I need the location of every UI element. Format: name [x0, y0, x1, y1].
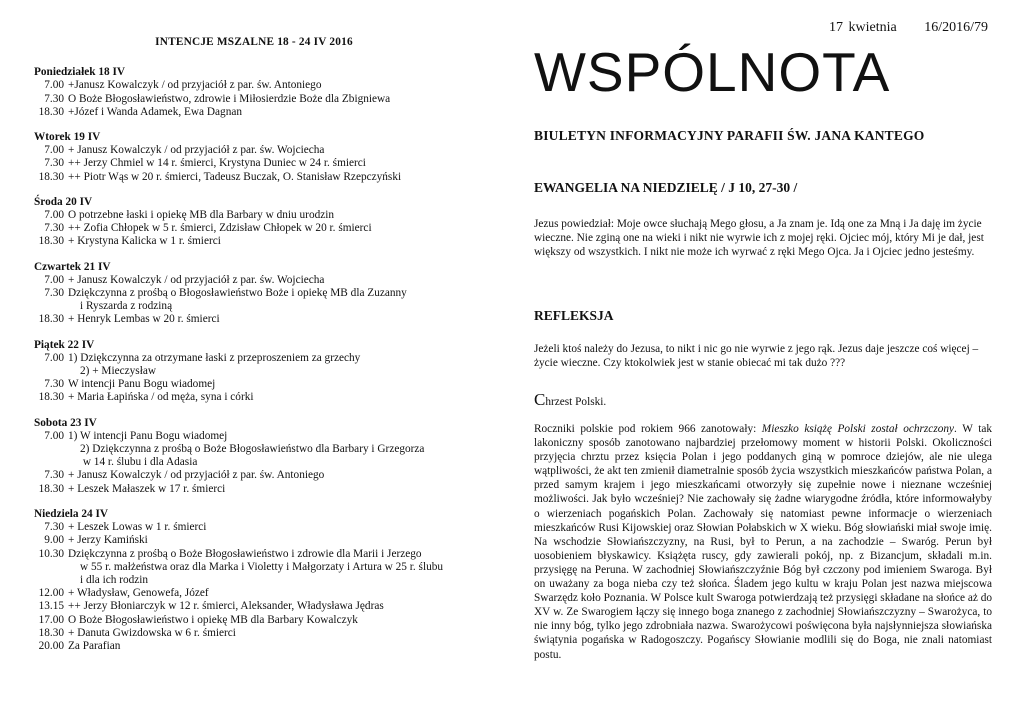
intention-text: ++ Jerzy Błoniarczyk w 12 r. śmierci, Aleksander, Władysława Jędras	[68, 600, 384, 613]
intention-row	[34, 313, 474, 326]
intention-time: 7.00	[44, 351, 64, 364]
intention-time: 7.30	[44, 92, 64, 105]
intention-row	[34, 600, 474, 613]
intention-text: +Janusz Kowalczyk / od przyjaciół z par. św. Antoniego	[68, 79, 322, 92]
intention-text: Dziękczynna z prośbą o Boże Błogosławieństwo i zdrowie dla Marii i Jerzego	[68, 547, 422, 560]
intention-time: 17.00	[38, 613, 64, 626]
intention-time: 20.00	[38, 639, 64, 652]
intention-text: O Boże Błogosławieństwo i opiekę MB dla Barbary Kowalczyk	[68, 613, 358, 626]
intention-row	[34, 274, 474, 287]
intention-text: + Leszek Lowas w 1 r. śmierci	[68, 521, 207, 534]
intention-time: 18.30	[38, 482, 64, 495]
intention-row	[34, 209, 474, 222]
article-body	[534, 422, 992, 662]
intention-row	[34, 287, 474, 300]
day-header: Sobota 23 IV	[34, 416, 97, 429]
intention-row	[34, 365, 474, 378]
day-header: Wtorek 19 IV	[34, 131, 101, 144]
intention-text: ++ Piotr Wąs w 20 r. śmierci, Tadeusz Buczak, O. Stanisław Rzepczyński	[68, 170, 402, 183]
article-title-initial: C	[534, 390, 546, 409]
issue-date: 17 kwietnia	[829, 20, 897, 35]
intention-row	[34, 469, 474, 482]
intention-text: + Janusz Kowalczyk / od przyjaciół z par. św. Wojciecha	[68, 273, 325, 286]
intention-time: 7.00	[44, 273, 64, 286]
masthead-title: WSPÓLNOTA	[534, 41, 891, 103]
intention-time: 7.00	[44, 144, 64, 157]
intention-text: + Danuta Gwizdowska w 6 r. śmierci	[68, 626, 236, 639]
intention-row	[34, 93, 474, 106]
article-title-rest: hrzest Polski.	[545, 396, 607, 408]
intention-text: O Boże Błogosławieństwo, zdrowie i Miłosierdzie Boże dla Zbigniewa	[68, 92, 391, 105]
intention-text: O potrzebne łaski i opiekę MB dla Barbary w dniu urodzin	[68, 209, 335, 222]
day-block	[34, 66, 474, 119]
intention-row	[34, 300, 474, 313]
intention-row	[34, 534, 474, 547]
intention-row	[34, 106, 474, 119]
intention-row	[34, 430, 474, 443]
intention-row	[34, 157, 474, 170]
day-block	[34, 196, 474, 249]
intention-text: + Janusz Kowalczyk / od przyjaciół z par. św. Antoniego	[68, 469, 325, 482]
intention-time: 18.30	[38, 235, 64, 248]
day-block	[34, 131, 474, 184]
intention-text: 2) + Mieczysław	[80, 365, 157, 378]
intention-row	[34, 483, 474, 496]
bulletin-subtitle: BIULETYN INFORMACYJNY PARAFII ŚW. JANA KANTEGO	[534, 128, 925, 143]
intention-row	[34, 171, 474, 184]
intention-time: 18.30	[38, 170, 64, 183]
intention-text: + Krystyna Kalicka w 1 r. śmierci	[68, 235, 221, 248]
intention-row	[34, 79, 474, 92]
intention-time: 7.00	[44, 79, 64, 92]
intention-time: 18.30	[38, 391, 64, 404]
intention-time: 12.00	[38, 587, 64, 600]
intention-text: + Maria Łapińska / od męża, syna i córki	[68, 391, 254, 404]
intention-text: 1) Dziękczynna za otrzymane łaski z przeproszeniem za grzechy	[68, 351, 361, 364]
article-body-text: . W tak lakoniczny sposób zanotowano najbardziej przełomowy moment w historii Polski. Okoliczności przyjęcia chrztu przez księcia Polan i jego poddanych giną w pomroce dziejów, ale nie ulega wątpliwości, że akt ten zmienił diametralnie sposób życia wszystkich mieszkańców państwa Polan, a przed samym krajem i jego mieszkańcami otworzyły się zupełnie nowe i nieznane wcześniej możliwości. Jak było wcześniej? Nie zachowały się żadne wiarygodne źródła, które informowałyby o wierzeniach pogańskich Polan. Zachowały się natomiast pewne informacje o wierzeniach mieszkańców Rusi Kijowskiej oraz Słowian Połabskich w X wieku. Bóg słowiański miał swoje imię. Na wschodzie Słowiańszczyzny, na Rusi, był to Perun, a na zachodzie – Swaróg. Perun był uosobieniem błyskawicy. Książęta ruscy, gdy zawierali pokój, np. z Bizancjum, składali m.in. przysięgę na Peruna. W zachodniej Słowiańszczyźnie Bóg był czczony pod imieniem Swaroga. Był on uważany za boga nieba czy też słońca. Śladem jego kultu w kraju Polan jest nazwa miejscowa Swarzędz koło Poznania. W Polsce kult Swaroga potwierdzają też przysięgi składane na słońce aż do XV w. Ze Swarogiem łączy się innego boga znanego z zachodniej Słowiańszczyzny – Swarożyca, to nie inny bóg, tylko jego zdrobniała nazwa. Swarożycowi poświęcona była najsłynniejsza słowiańska świątynia pogańska w Radogoszczy. Pogańscy Słowianie modlili się do Boga, nie znali natomiast postu.	[534, 423, 992, 661]
intention-text: Za Parafian	[68, 639, 121, 652]
intention-text: w 55 r. małżeństwa oraz dla Marka i Violetty i Małgorzaty i Artura w 25 r. ślubu	[80, 560, 444, 573]
intention-text: Dziękczynna z prośbą o Błogosławieństwo Boże i opiekę MB dla Zuzanny	[68, 287, 407, 300]
intention-time: 18.30	[38, 313, 64, 326]
intention-text: W intencji Panu Bogu wiadomej	[68, 378, 216, 391]
day-block	[34, 417, 474, 496]
intention-time: 7.30	[44, 157, 64, 170]
intention-time: 18.30	[38, 105, 64, 118]
intention-row	[34, 443, 474, 456]
intention-time: 7.00	[44, 429, 64, 442]
day-header: Czwartek 21 IV	[34, 260, 111, 273]
intention-text: + Janusz Kowalczyk / od przyjaciół z par. św. Wojciecha	[68, 144, 325, 157]
intention-row	[34, 352, 474, 365]
intention-time: 7.30	[44, 287, 64, 300]
intention-text: w 14 r. ślubu i dla Adasia	[80, 456, 198, 469]
intention-row	[34, 627, 474, 640]
intention-row	[34, 561, 474, 574]
intention-time: 9.00	[44, 534, 64, 547]
intention-text: +Józef i Wanda Adamek, Ewa Dagnan	[68, 105, 243, 118]
issue-meta	[829, 20, 988, 36]
day-header: Środa 20 IV	[34, 195, 93, 208]
intention-row	[34, 521, 474, 534]
article-quote: Mieszko książę Polski został ochrzczony	[761, 423, 955, 435]
day-header: Niedziela 24 IV	[34, 507, 109, 520]
intention-text: i Ryszarda z rodziną	[80, 300, 173, 313]
intention-row	[34, 222, 474, 235]
reflection-text: Jeżeli ktoś należy do Jezusa, to nikt i nic go nie wyrwie z jego rąk. Jezus daje jeszcze coś więcej – życie wieczne. Czy ktokolwiek jest w stanie obiecać mi tak dużo ???	[534, 343, 979, 369]
gospel-text: Jezus powiedział: Moje owce słuchają Mego głosu, a Ja znam je. Idą one za Mną i Ja daję im życie wieczne. Nie zginą one na wieki i nikt nie wyrwie ich z mojej ręki. Ojciec mój, który Mi je dał, jest większy od wszystkich. I nikt nie może ich wyrwać z ręki Mego Ojca. Ja i Ojciec jedno jesteśmy.	[534, 218, 984, 258]
intention-text: ++ Zofia Chłopek w 5 r. śmierci, Zdzisław Chłopek w 20 r. śmierci	[68, 222, 372, 235]
day-block	[34, 508, 474, 653]
issue-number: 16/2016/79	[924, 20, 988, 35]
intention-text: + Leszek Małaszek w 17 r. śmierci	[68, 482, 226, 495]
intention-text: + Henryk Lembas w 20 r. śmierci	[68, 313, 220, 326]
intention-row	[34, 587, 474, 600]
intention-time: 7.30	[44, 378, 64, 391]
intention-time: 7.00	[44, 209, 64, 222]
intention-time: 7.30	[44, 469, 64, 482]
gospel-heading: EWANGELIA NA NIEDZIELĘ / J 10, 27-30 /	[534, 180, 798, 195]
mass-intentions-column	[34, 36, 474, 665]
intention-row	[34, 548, 474, 561]
intention-time: 10.30	[38, 547, 64, 560]
intention-time: 7.30	[44, 222, 64, 235]
day-header: Poniedziałek 18 IV	[34, 66, 126, 79]
reflection-heading: REFLEKSJA	[534, 308, 614, 323]
intention-row	[34, 144, 474, 157]
intention-time: 13.15	[38, 600, 64, 613]
intention-row	[34, 378, 474, 391]
intention-row	[34, 456, 474, 469]
intention-time: 7.30	[44, 521, 64, 534]
intention-row	[34, 640, 474, 653]
days-list	[34, 66, 474, 653]
intention-text: 2) Dziękczynna z prośbą o Boże Błogosławieństwo dla Barbary i Grzegorza	[80, 443, 425, 456]
day-block	[34, 339, 474, 405]
intention-text: + Jerzy Kamiński	[68, 534, 148, 547]
intention-time: 18.30	[38, 626, 64, 639]
intention-text: i dla ich rodzin	[80, 573, 149, 586]
intention-row	[34, 614, 474, 627]
intention-text: + Władysław, Genowefa, Józef	[68, 587, 209, 600]
intention-row	[34, 574, 474, 587]
intention-row	[34, 235, 474, 248]
intention-text: 1) W intencji Panu Bogu wiadomej	[68, 429, 228, 442]
article-title	[534, 390, 606, 410]
intention-row	[34, 391, 474, 404]
day-block	[34, 261, 474, 327]
intention-text: ++ Jerzy Chmiel w 14 r. śmierci, Krystyna Duniec w 24 r. śmierci	[68, 157, 366, 170]
intentions-title: INTENCJE MSZALNE 18 - 24 IV 2016	[155, 36, 353, 48]
day-header: Piątek 22 IV	[34, 338, 95, 351]
article-lead: Roczniki polskie pod rokiem 966 zanotowały:	[534, 423, 762, 435]
